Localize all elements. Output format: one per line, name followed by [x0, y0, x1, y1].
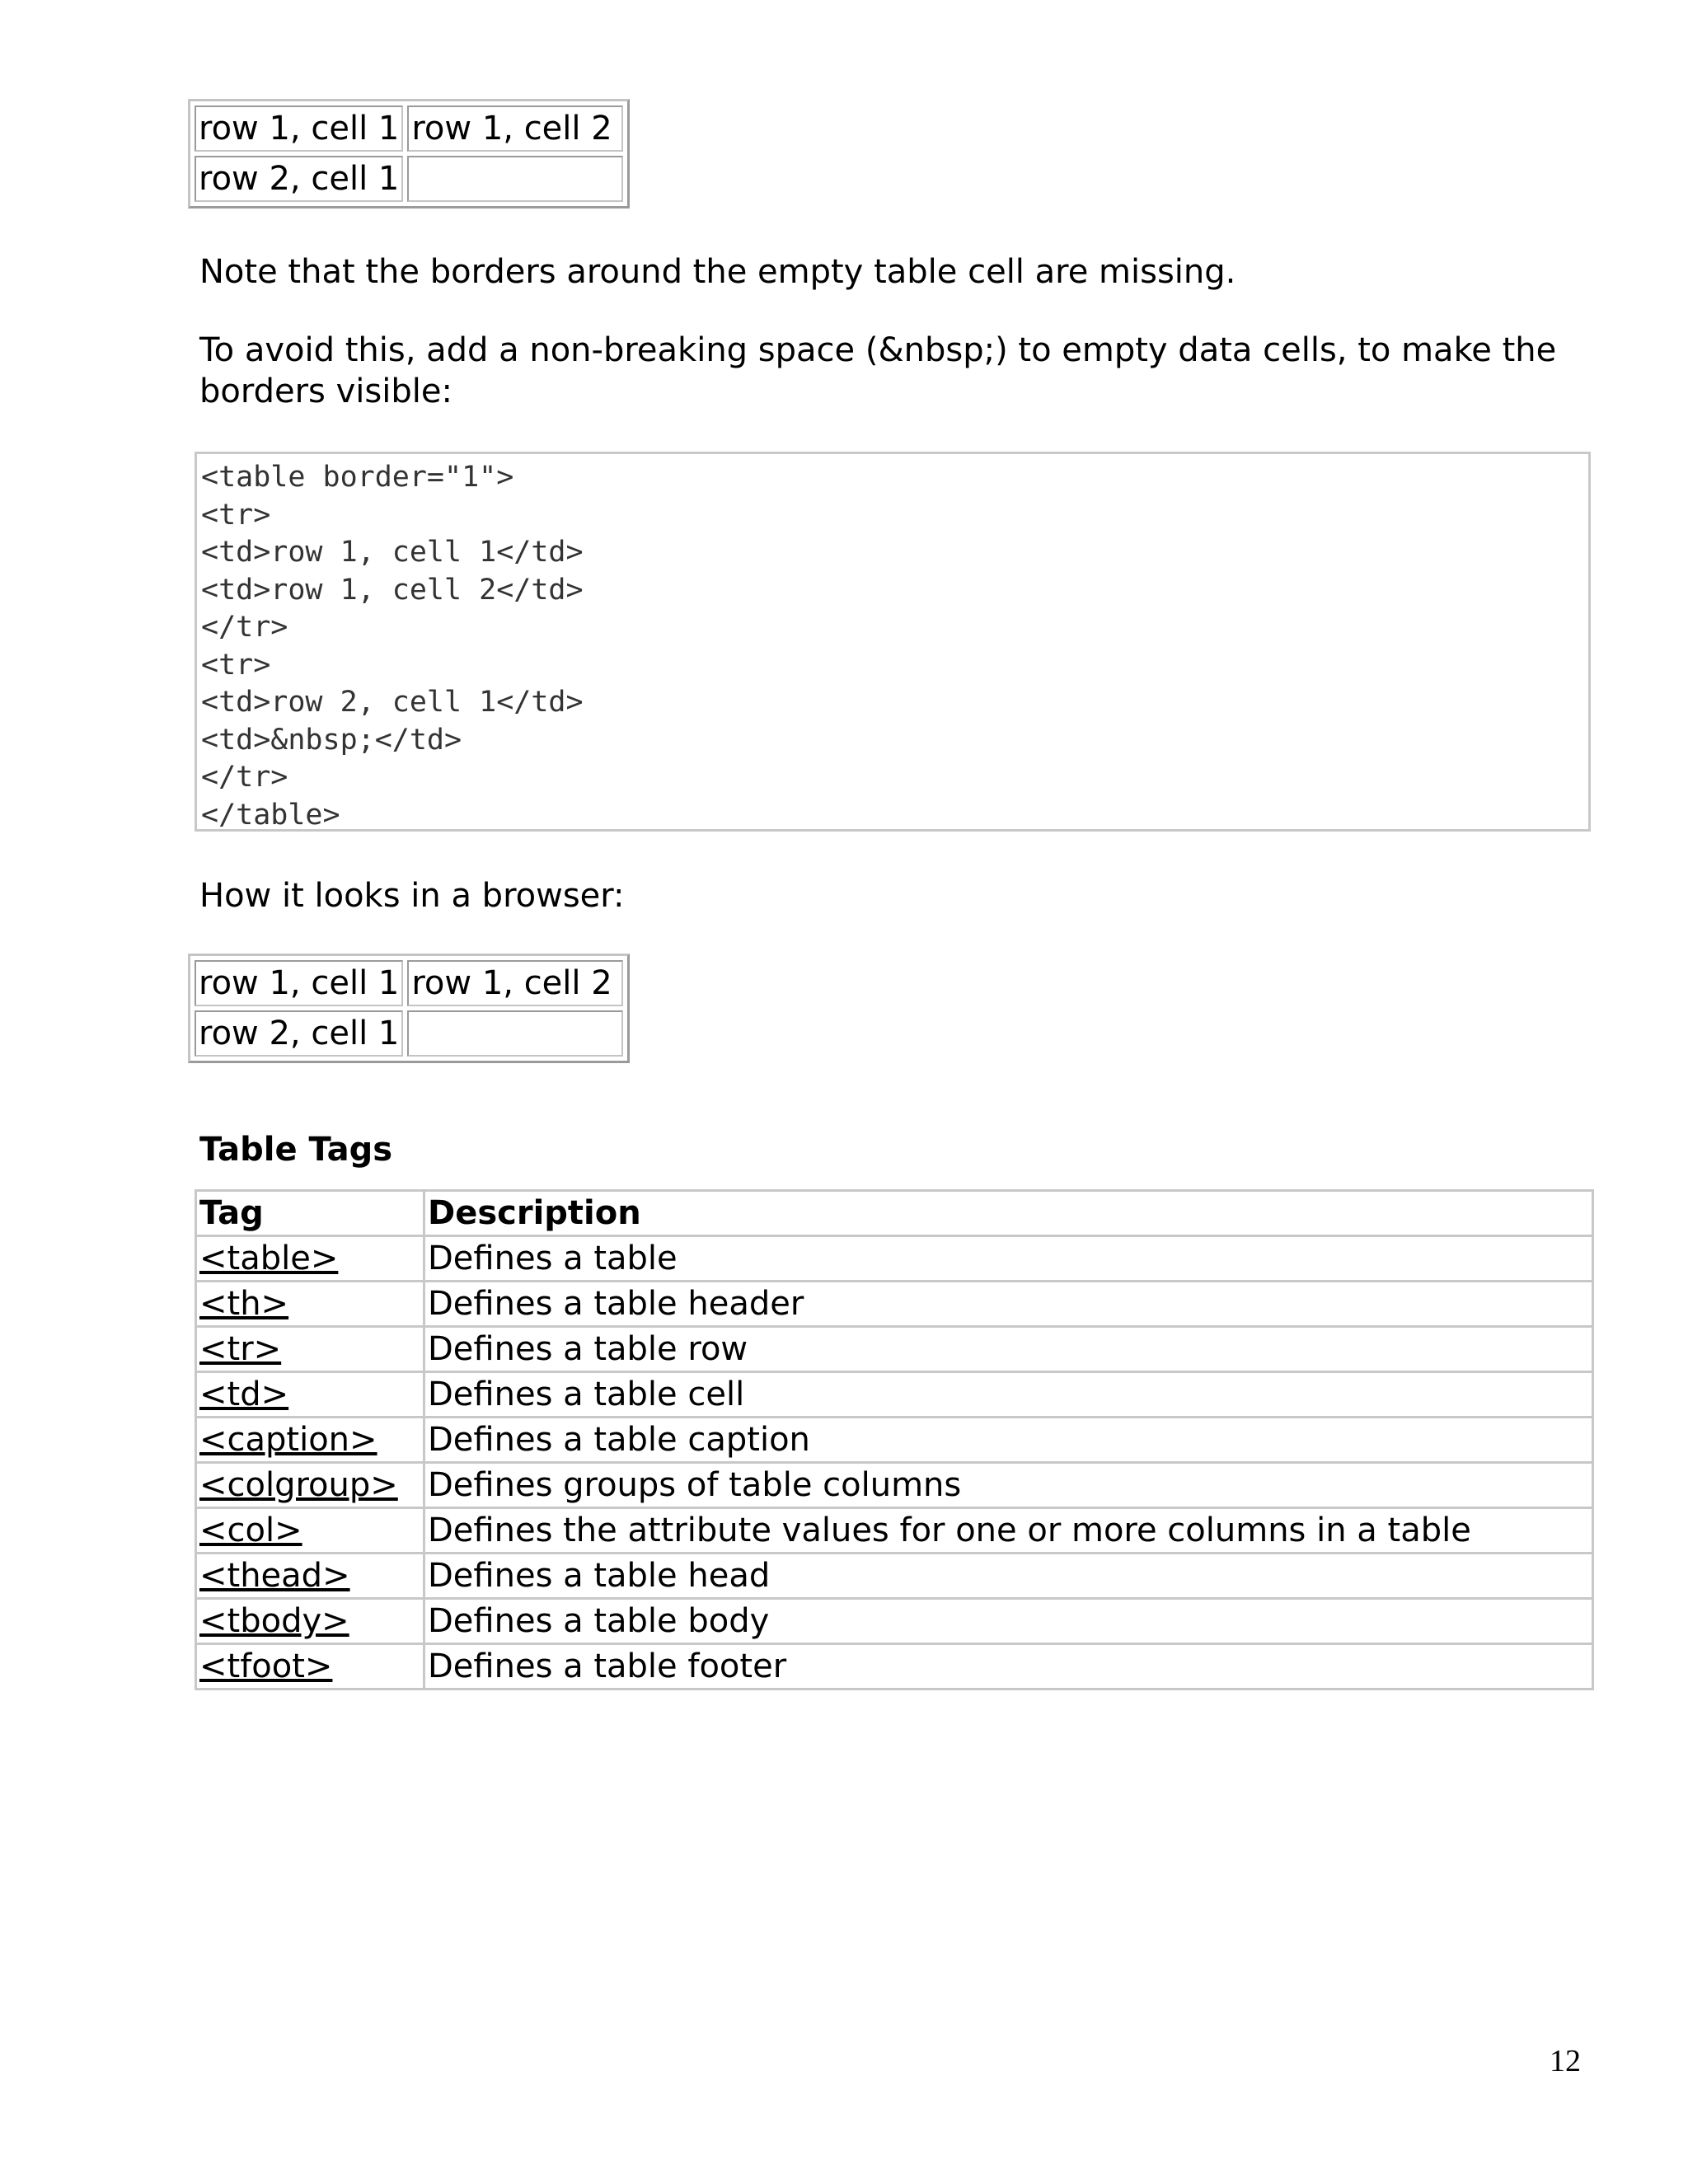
code-line: <td>row 1, cell 1</td> [201, 536, 584, 569]
table-row [196, 1599, 1593, 1644]
page-number: 12 [1550, 2044, 1581, 2079]
empty-table-cell [407, 1010, 623, 1057]
code-line: <td>row 1, cell 2</td> [201, 573, 584, 607]
table-row [196, 1554, 1593, 1599]
tag-link-thead[interactable]: <thead> [199, 1557, 350, 1595]
table-cell: row 1, cell 2 [407, 105, 623, 152]
table-row [196, 1282, 1593, 1327]
browser-paragraph: How it looks in a browser: [199, 877, 625, 915]
tag-cell [196, 1508, 424, 1554]
tag-cell [196, 1418, 424, 1463]
code-line: </tr> [201, 611, 288, 644]
table-row [196, 1372, 1593, 1418]
tag-cell [196, 1554, 424, 1599]
table-cell: row 1, cell 1 [195, 960, 403, 1006]
empty-table-cell [407, 156, 623, 202]
table-row [195, 105, 623, 152]
table-row [195, 156, 623, 202]
tag-cell [196, 1327, 424, 1372]
description-cell: Defines a table footer [424, 1644, 1593, 1690]
table-row [196, 1418, 1593, 1463]
tag-link-tfoot[interactable]: <tfoot> [199, 1647, 333, 1685]
description-cell: Defines the attribute values for one or more columns in a table [424, 1508, 1593, 1554]
description-cell: Defines a table cell [424, 1372, 1593, 1418]
example-table-before [188, 99, 630, 209]
table-header-row [196, 1191, 1593, 1236]
tag-link-td[interactable]: <td> [199, 1376, 289, 1413]
tag-link-col[interactable]: <col> [199, 1511, 302, 1549]
description-cell: Defines a table row [424, 1327, 1593, 1372]
table-cell: row 2, cell 1 [195, 1010, 403, 1057]
tag-link-tr[interactable]: <tr> [199, 1330, 282, 1368]
table-tags-reference [195, 1189, 1594, 1690]
code-line: <tr> [201, 648, 271, 682]
table-cell: row 1, cell 1 [195, 105, 403, 152]
table-row [196, 1508, 1593, 1554]
table-row [196, 1463, 1593, 1508]
code-line: <td>row 2, cell 1</td> [201, 686, 584, 719]
column-header-tag: Tag [196, 1191, 424, 1236]
code-line: </tr> [201, 761, 288, 794]
table-row [196, 1236, 1593, 1282]
code-line: <table border="1"> [201, 461, 514, 494]
tag-cell [196, 1282, 424, 1327]
description-cell: Defines a table [424, 1236, 1593, 1282]
code-line: </table> [201, 798, 340, 832]
table-cell: row 2, cell 1 [195, 156, 403, 202]
tag-link-colgroup[interactable]: <colgroup> [199, 1466, 398, 1504]
table-row [196, 1644, 1593, 1690]
description-cell: Defines a table body [424, 1599, 1593, 1644]
section-title: Table Tags [199, 1131, 393, 1169]
table-row [195, 960, 623, 1006]
tag-link-table[interactable]: <table> [199, 1240, 339, 1277]
table-row [196, 1327, 1593, 1372]
column-header-description: Description [424, 1191, 1593, 1236]
avoid-paragraph: To avoid this, add a non-breaking space (&nbsp;) to empty data cells, to make the borders visible: [199, 331, 1557, 410]
description-cell: Defines a table caption [424, 1418, 1593, 1463]
tag-link-tbody[interactable]: <tbody> [199, 1602, 349, 1640]
tag-link-th[interactable]: <th> [199, 1285, 289, 1323]
note-paragraph: Note that the borders around the empty table cell are missing. [199, 253, 1236, 291]
description-cell: Defines a table header [424, 1282, 1593, 1327]
code-line: <tr> [201, 498, 271, 532]
code-example-box [195, 452, 1591, 832]
code-line: <td>&nbsp;</td> [201, 723, 462, 757]
tag-cell [196, 1599, 424, 1644]
tag-cell [196, 1463, 424, 1508]
table-cell: row 1, cell 2 [407, 960, 623, 1006]
table-row [195, 1010, 623, 1057]
example-table-after [188, 954, 630, 1063]
tag-cell [196, 1372, 424, 1418]
description-cell: Defines a table head [424, 1554, 1593, 1599]
tag-cell [196, 1236, 424, 1282]
description-cell: Defines groups of table columns [424, 1463, 1593, 1508]
tag-cell [196, 1644, 424, 1690]
tag-link-caption[interactable]: <caption> [199, 1421, 377, 1459]
